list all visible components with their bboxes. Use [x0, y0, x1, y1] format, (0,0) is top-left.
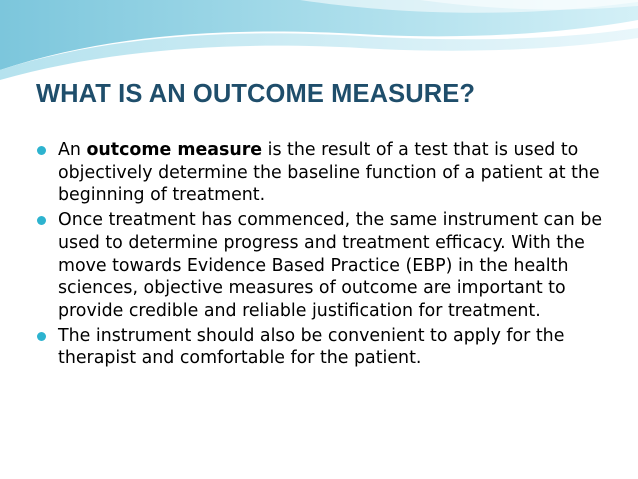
bullet-item-1 [36, 139, 621, 207]
bullet-list [36, 139, 621, 372]
bullet-dot-icon [37, 216, 46, 225]
slide-title: WHAT IS AN OUTCOME MEASURE? [36, 80, 476, 108]
bullet-dot-icon [37, 146, 46, 155]
bullet-1-text-start: An [58, 140, 87, 160]
bullet-dot-icon [37, 332, 46, 341]
bullet-item-3 [36, 325, 621, 370]
bullet-1-text-end: is the result of a test that is used to objectively determine the baseline function of a patient at the beginning of treatment. [58, 140, 600, 206]
bullet-1-bold-term: outcome measure [86, 140, 263, 160]
bullet-3-text: The instrument should also be convenient to apply for the therapist and comfortable for the patient. [58, 325, 565, 369]
header-wave-decoration [0, 0, 638, 80]
bullet-item-2 [36, 209, 621, 323]
bullet-2-text: Once treatment has commenced, the same instrument can be used to determine progress and treatment efficacy. With the move towards Evidence Based Practice (EBP) in the health sciences, objective measures of outcome are important to provide credible and reliable justification for treatment. [58, 210, 603, 321]
